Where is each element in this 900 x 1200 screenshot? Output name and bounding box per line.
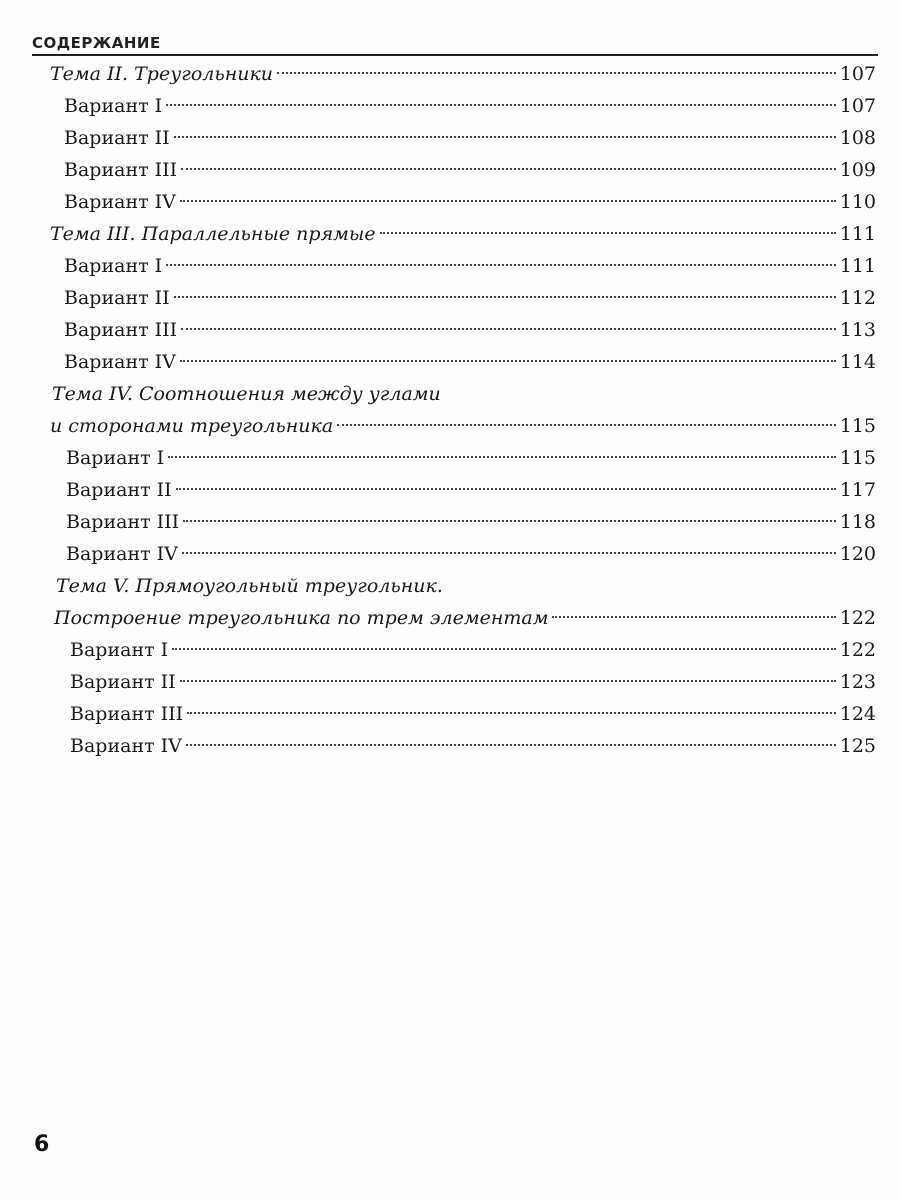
section-title: СОДЕРЖАНИЕ (32, 34, 161, 52)
toc-page-number: 113 (839, 319, 876, 341)
toc-page-number: 124 (839, 703, 876, 725)
toc-variant-entry[interactable] (70, 666, 876, 698)
dot-leader (187, 712, 836, 714)
dot-leader (337, 424, 836, 426)
toc-variant-label: Вариант II (64, 127, 170, 149)
toc-variant-label: Вариант III (64, 159, 178, 181)
toc-variant-label: Вариант IV (66, 543, 178, 565)
toc-theme-label: Тема II. Треугольники (50, 63, 274, 85)
toc-variant-label: Вариант I (66, 447, 165, 469)
toc-page-number: 120 (839, 543, 876, 565)
toc-theme-label-line1: Тема V. Прямоугольный треугольник. (56, 575, 443, 597)
dot-leader (182, 552, 836, 554)
toc-theme-entry[interactable] (50, 58, 876, 90)
dot-leader (176, 488, 836, 490)
toc-variant-label: Вариант II (64, 287, 170, 309)
toc-page-number: 123 (839, 671, 876, 693)
toc-page-number: 118 (839, 511, 876, 533)
toc-page-number: 117 (839, 479, 876, 501)
toc-page-number: 110 (839, 191, 876, 213)
toc-page-number: 122 (839, 607, 876, 629)
dot-leader (166, 264, 836, 266)
toc-variant-entry[interactable] (66, 442, 876, 474)
toc-variant-label: Вариант II (70, 671, 176, 693)
toc-variant-entry[interactable] (64, 122, 876, 154)
dot-leader (172, 648, 836, 650)
toc-page-number: 111 (839, 255, 876, 277)
toc-variant-label: Вариант IV (64, 351, 176, 373)
dot-leader (183, 520, 836, 522)
dot-leader (181, 328, 836, 330)
toc-variant-label: Вариант II (66, 479, 172, 501)
dot-leader (552, 616, 835, 618)
toc-page-number: 107 (839, 63, 876, 85)
toc-variant-entry[interactable] (66, 538, 876, 570)
dot-leader (181, 168, 836, 170)
toc-variant-entry[interactable] (66, 506, 876, 538)
dot-leader (174, 296, 836, 298)
toc-page-number: 114 (839, 351, 876, 373)
toc-variant-entry[interactable] (64, 250, 876, 282)
toc-page-number: 111 (839, 223, 876, 245)
dot-leader (174, 136, 836, 138)
dot-leader (186, 744, 836, 746)
toc-theme-label: и сторонами треугольника (50, 415, 334, 437)
dot-leader (180, 360, 836, 362)
toc-variant-label: Вариант IV (70, 735, 182, 757)
toc-page-number: 125 (839, 735, 876, 757)
toc-page-number: 115 (839, 415, 876, 437)
dot-leader (180, 680, 836, 682)
toc-variant-entry[interactable] (64, 186, 876, 218)
toc-theme-entry[interactable] (50, 218, 876, 250)
toc-page-number: 109 (839, 159, 876, 181)
toc-variant-entry[interactable] (64, 314, 876, 346)
toc-variant-entry[interactable] (66, 474, 876, 506)
toc-theme-label: Тема III. Параллельные прямые (50, 223, 376, 245)
toc-variant-entry[interactable] (70, 730, 876, 762)
toc-theme-label-line1: Тема IV. Соотношения между углами (52, 383, 441, 405)
dot-leader (168, 456, 836, 458)
toc-page-number: 107 (839, 95, 876, 117)
toc-theme-entry[interactable] (54, 602, 876, 634)
toc-page-number: 112 (839, 287, 876, 309)
page-number: 6 (34, 1132, 50, 1157)
toc-theme-label: Построение треугольника по трем элементам (54, 607, 549, 629)
toc-variant-entry[interactable] (64, 154, 876, 186)
toc-page-number: 122 (839, 639, 876, 661)
toc-variant-entry[interactable] (64, 282, 876, 314)
toc-theme-entry[interactable] (50, 410, 876, 442)
toc-page-number: 115 (839, 447, 876, 469)
toc-variant-label: Вариант I (64, 95, 163, 117)
dot-leader (380, 232, 836, 234)
toc-variant-entry[interactable] (64, 346, 876, 378)
dot-leader (277, 72, 836, 74)
toc-variant-label: Вариант III (70, 703, 184, 725)
toc-variant-entry[interactable] (70, 698, 876, 730)
toc-variant-entry[interactable] (70, 634, 876, 666)
toc-variant-label: Вариант I (64, 255, 163, 277)
toc-variant-entry[interactable] (64, 90, 876, 122)
toc-page-number: 108 (839, 127, 876, 149)
toc-variant-label: Вариант IV (64, 191, 176, 213)
toc-variant-label: Вариант I (70, 639, 169, 661)
dot-leader (166, 104, 836, 106)
toc-variant-label: Вариант III (66, 511, 180, 533)
dot-leader (180, 200, 836, 202)
toc-variant-label: Вариант III (64, 319, 178, 341)
